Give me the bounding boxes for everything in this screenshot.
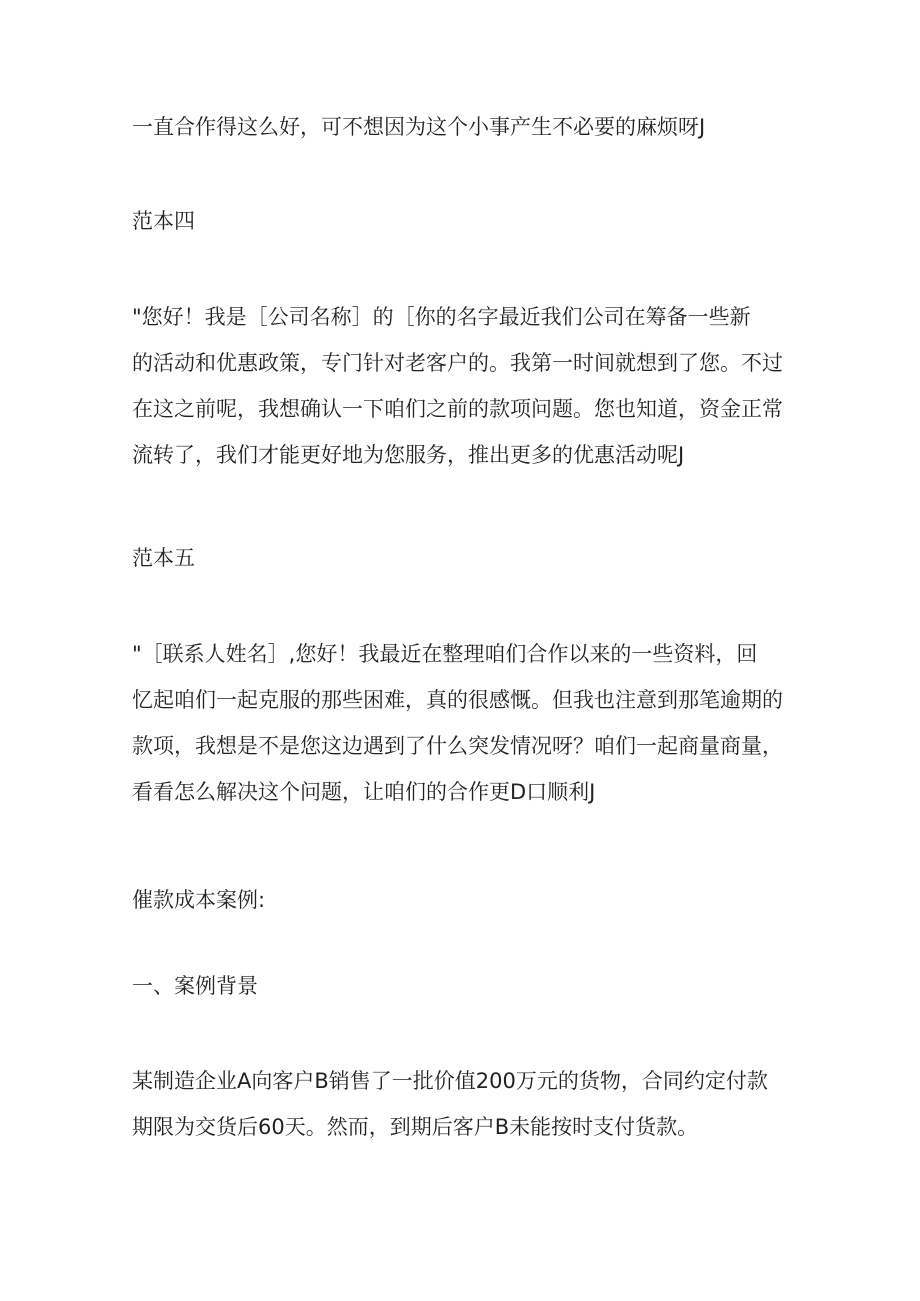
paragraph-intro (132, 104, 794, 150)
text-line: "您好！我是［公司名称］的［你的名字最近我们公司在筹备一些新 (132, 305, 751, 329)
text-line: 某制造企业A向客户B销售了一批价值200万元的货物，合同约定付款 (132, 1069, 768, 1093)
text-line: 款项，我想是不是您这边遇到了什么突发情况呀？咱们一起商量商量， (132, 734, 783, 758)
heading-text: 范本五 (132, 546, 195, 570)
text-line: 一直合作得这么好，可不想因为这个小事产生不必要的麻烦呀J (132, 115, 706, 139)
text-line: 在这之前呢，我想确认一下咱们之前的款项问题。您也知道，资金正常 (132, 397, 783, 421)
heading-fanben-4 (132, 198, 794, 244)
heading-text: 范本四 (132, 209, 195, 233)
heading-text: 一、案例背景 (132, 974, 258, 998)
paragraph-fanben-5 (132, 631, 794, 815)
text-line: 的活动和优惠政策，专门针对老客户的。我第一时间就想到了您。不过 (132, 351, 783, 375)
heading-fanben-5 (132, 535, 794, 581)
text-line: "［联系人姓名］,您好！我最近在整理咱们合作以来的一些资料，回 (132, 642, 758, 666)
text-line: 忆起咱们一起克服的那些困难，真的很感慨。但我也注意到那笔逾期的 (132, 688, 783, 712)
text-line: 期限为交货后60天。然而，到期后客户B未能按时支付货款。 (132, 1115, 699, 1139)
text-line: 看看怎么解决这个问题，让咱们的合作更D口顺利J (132, 780, 596, 804)
paragraph-background (132, 1058, 794, 1150)
text-line: 流转了，我们才能更好地为您服务，推出更多的优惠活动呢J (132, 443, 685, 467)
paragraph-fanben-4 (132, 294, 794, 478)
heading-text: 催款成本案例: (132, 888, 266, 912)
heading-background (132, 963, 794, 1009)
heading-case (132, 877, 794, 923)
